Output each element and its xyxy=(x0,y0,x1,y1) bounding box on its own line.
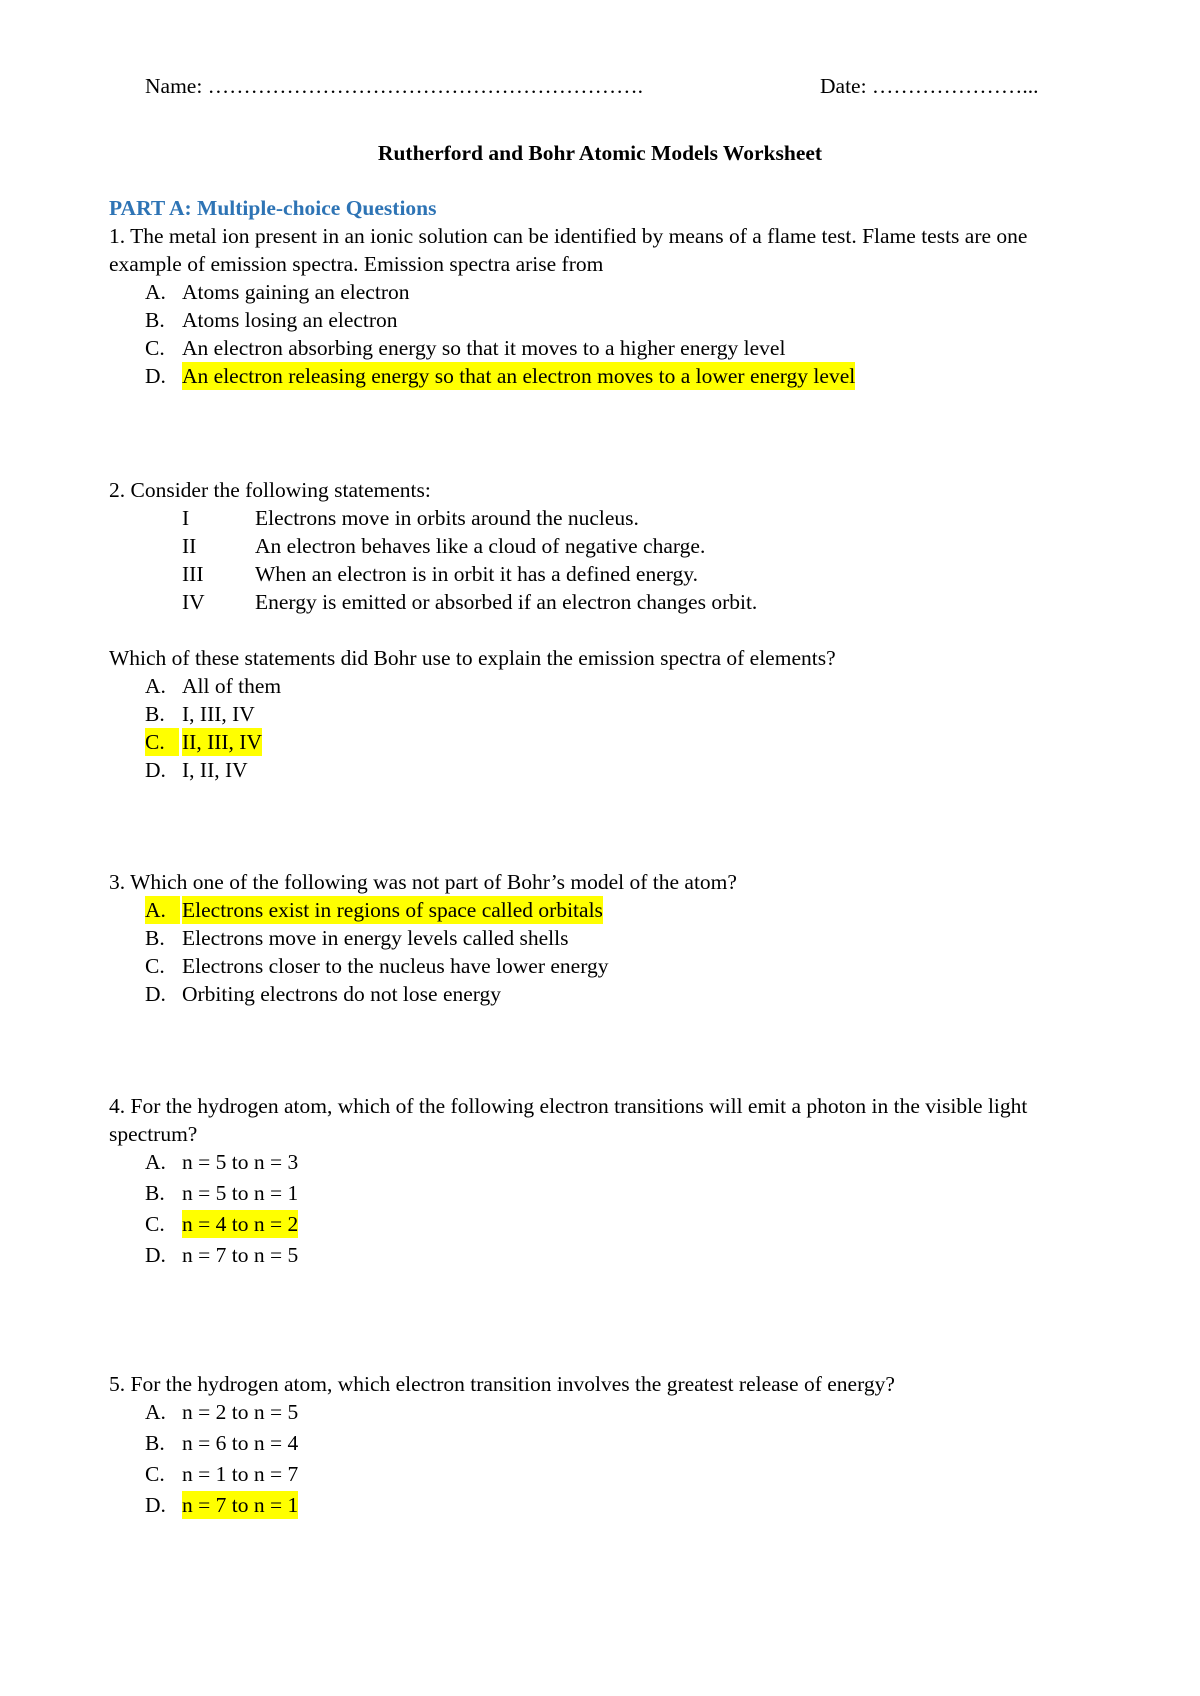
part-a-heading: PART A: Multiple-choice Questions xyxy=(109,196,437,220)
statement-text: Electrons move in orbits around the nucleus. xyxy=(255,506,639,530)
option-b xyxy=(109,1179,1099,1210)
option-c xyxy=(109,952,1099,980)
option-c xyxy=(109,334,1099,362)
question-1 xyxy=(109,222,1099,390)
option-letter: B. xyxy=(145,1181,165,1205)
option-text: Electrons closer to the nucleus have lower energy xyxy=(182,954,609,978)
option-letter: C. xyxy=(145,1212,165,1236)
question-2-options xyxy=(109,672,1099,784)
option-c-highlighted xyxy=(109,1210,1099,1241)
option-text: Orbiting electrons do not lose energy xyxy=(182,982,502,1006)
question-5-options xyxy=(109,1398,1099,1522)
option-letter: D. xyxy=(145,364,166,388)
option-a xyxy=(109,1398,1099,1429)
option-letter: A. xyxy=(145,1150,166,1174)
option-letter: C. xyxy=(145,336,165,360)
option-a-highlighted xyxy=(109,896,1099,924)
question-5 xyxy=(109,1370,1099,1522)
question-1-options xyxy=(109,278,1099,390)
option-text: Atoms gaining an electron xyxy=(182,280,410,304)
question-2-statements xyxy=(109,504,1099,616)
statement-iv xyxy=(109,588,1099,616)
option-letter: D. xyxy=(145,982,166,1006)
option-text: n = 6 to n = 4 xyxy=(182,1431,299,1455)
statement-i xyxy=(109,504,1099,532)
statement-iii xyxy=(109,560,1099,588)
option-letter: A. xyxy=(145,280,166,304)
question-1-text: 1. The metal ion present in an ionic solution can be identified by means of a flame test. Flame tests are one example of emission spectra. Emission spectra arise from xyxy=(109,224,1028,276)
option-a xyxy=(109,1148,1099,1179)
question-2-followup: Which of these statements did Bohr use to explain the emission spectra of elements? xyxy=(109,646,836,670)
option-text: An electron absorbing energy so that it moves to a higher energy level xyxy=(182,336,786,360)
statement-numeral: IV xyxy=(182,590,205,614)
question-5-text: 5. For the hydrogen atom, which electron transition involves the greatest release of energy? xyxy=(109,1372,895,1396)
highlighted-answer: II, III, IV xyxy=(182,730,262,754)
option-text: n = 5 to n = 1 xyxy=(182,1181,299,1205)
option-d xyxy=(109,1241,1099,1272)
option-letter: C. xyxy=(145,728,179,756)
option-b xyxy=(109,1429,1099,1460)
statement-numeral: III xyxy=(182,562,204,586)
option-d xyxy=(109,756,1099,784)
question-2 xyxy=(109,476,1099,784)
option-letter: D. xyxy=(145,1493,166,1517)
statement-numeral: I xyxy=(182,506,190,530)
option-letter: A. xyxy=(145,896,180,924)
option-text: I, II, IV xyxy=(182,758,248,782)
name-field: Name: ……………………………………………………. xyxy=(145,74,644,98)
option-d-highlighted xyxy=(109,1491,1099,1522)
question-2-text: 2. Consider the following statements: xyxy=(109,478,431,502)
option-letter: B. xyxy=(145,308,165,332)
statement-text: An electron behaves like a cloud of negative charge. xyxy=(255,534,706,558)
option-text: All of them xyxy=(182,674,282,698)
option-c xyxy=(109,1460,1099,1491)
date-field: Date: …………………... xyxy=(820,74,1039,98)
option-b xyxy=(109,924,1099,952)
question-4-text: 4. For the hydrogen atom, which of the following electron transitions will emit a photon in the visible light spectrum? xyxy=(109,1094,1028,1146)
option-text: n = 5 to n = 3 xyxy=(182,1150,299,1174)
question-4 xyxy=(109,1092,1099,1272)
highlighted-answer: n = 4 to n = 2 xyxy=(182,1212,299,1236)
option-a xyxy=(109,278,1099,306)
option-text: I, III, IV xyxy=(182,702,255,726)
question-3-options xyxy=(109,896,1099,1008)
option-c-highlighted xyxy=(109,728,1099,756)
header-line xyxy=(0,72,1200,102)
option-b xyxy=(109,306,1099,334)
option-letter: C. xyxy=(145,1462,165,1486)
statement-text: When an electron is in orbit it has a defined energy. xyxy=(255,562,698,586)
statement-numeral: II xyxy=(182,534,197,558)
option-a xyxy=(109,672,1099,700)
option-letter: A. xyxy=(145,1400,166,1424)
option-letter: C. xyxy=(145,954,165,978)
option-letter: D. xyxy=(145,1243,166,1267)
option-letter: B. xyxy=(145,926,165,950)
highlighted-answer: An electron releasing energy so that an electron moves to a lower energy level xyxy=(182,364,856,388)
option-text: Electrons move in energy levels called shells xyxy=(182,926,569,950)
option-letter: D. xyxy=(145,758,166,782)
option-text: n = 2 to n = 5 xyxy=(182,1400,299,1424)
option-text: Atoms losing an electron xyxy=(182,308,398,332)
highlighted-answer: n = 7 to n = 1 xyxy=(182,1493,299,1517)
question-4-options xyxy=(109,1148,1099,1272)
option-text: n = 7 to n = 5 xyxy=(182,1243,299,1267)
statement-ii xyxy=(109,532,1099,560)
option-b xyxy=(109,700,1099,728)
statement-text: Energy is emitted or absorbed if an electron changes orbit. xyxy=(255,590,758,614)
option-letter: A. xyxy=(145,674,166,698)
question-3-text: 3. Which one of the following was not part of Bohr’s model of the atom? xyxy=(109,870,737,894)
question-3 xyxy=(109,868,1099,1008)
option-letter: B. xyxy=(145,1431,165,1455)
option-letter: B. xyxy=(145,702,165,726)
option-d-highlighted xyxy=(109,362,1099,390)
option-text: n = 1 to n = 7 xyxy=(182,1462,299,1486)
highlighted-answer: Electrons exist in regions of space called orbitals xyxy=(182,898,603,922)
option-d xyxy=(109,980,1099,1008)
page-title: Rutherford and Bohr Atomic Models Worksheet xyxy=(377,141,823,165)
